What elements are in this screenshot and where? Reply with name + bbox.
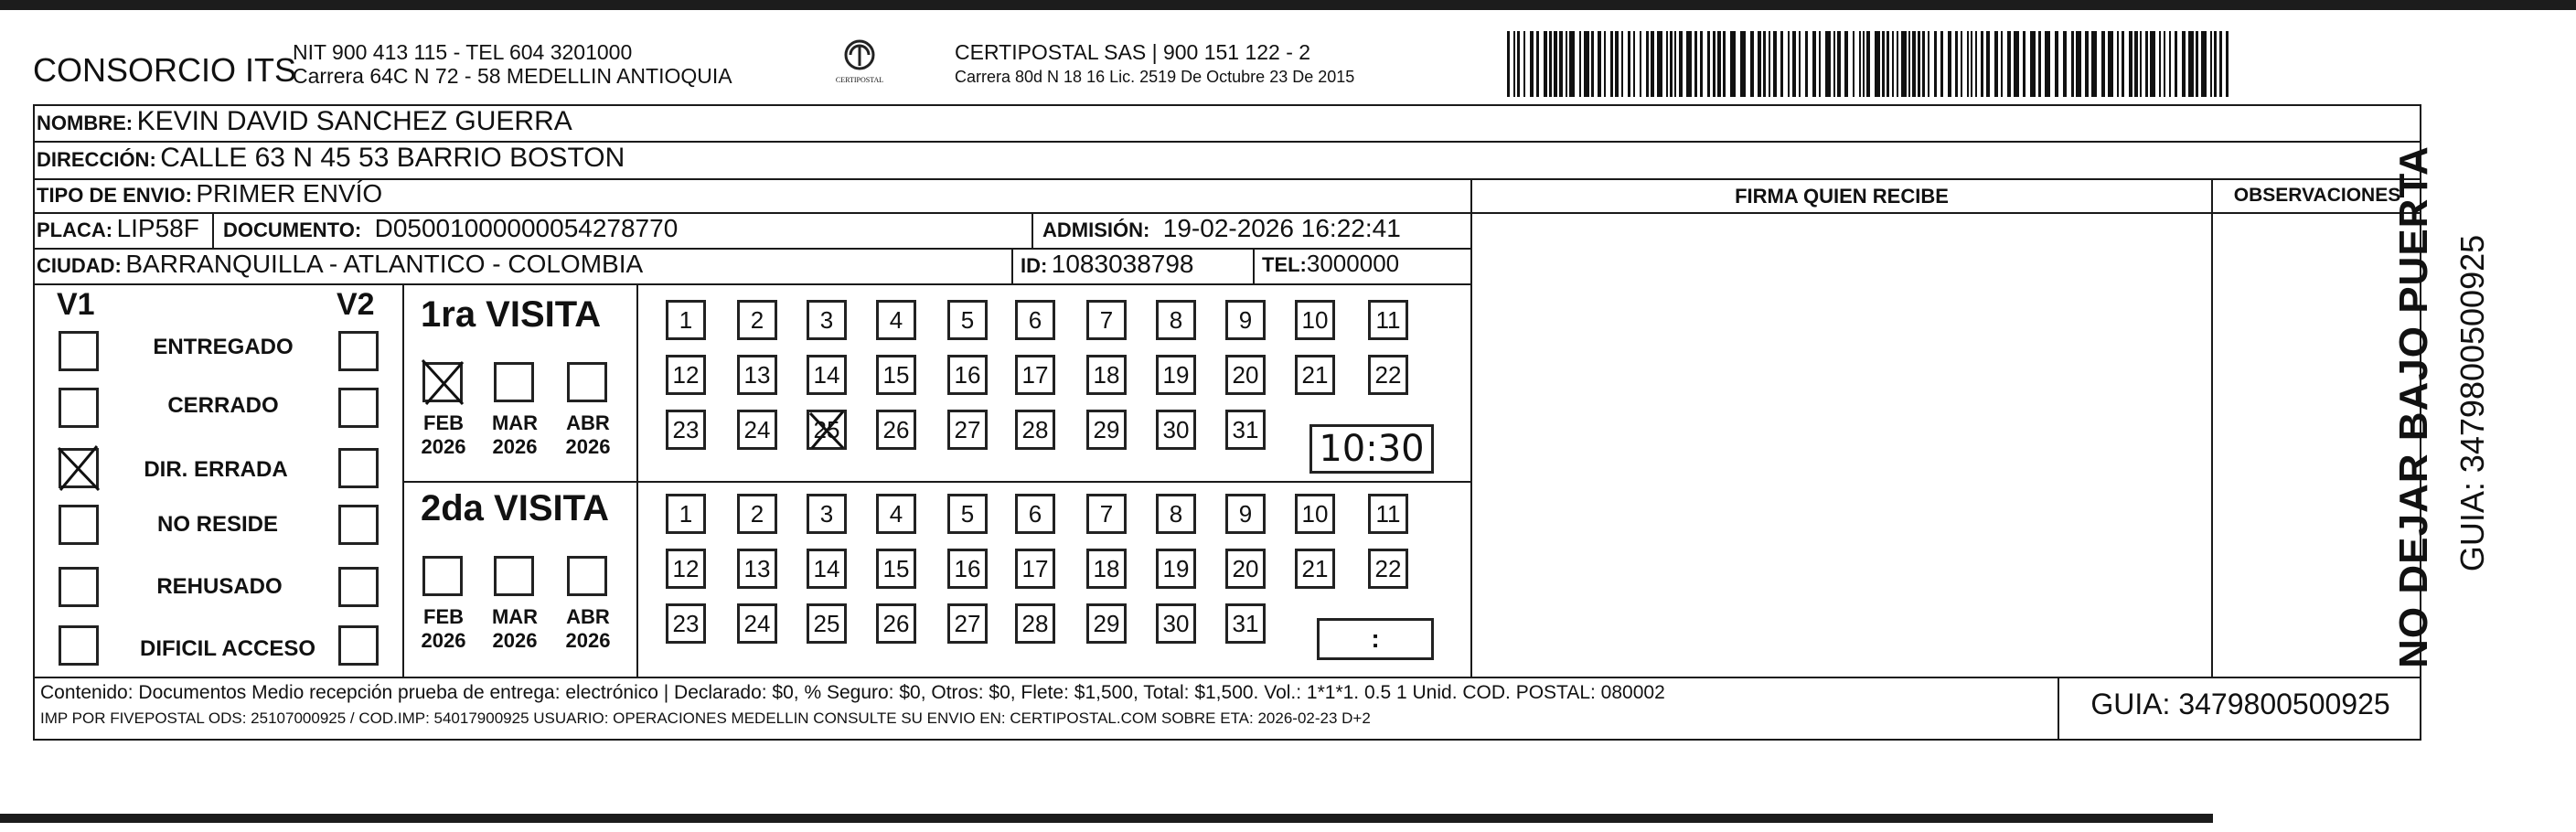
status-entregado: ENTREGADO <box>153 335 294 359</box>
v1-checkbox-no-reside[interactable] <box>59 505 99 545</box>
first-feb-month: FEB <box>423 411 464 434</box>
second-visit-day-31[interactable]: 31 <box>1225 603 1266 644</box>
first-visit-day-19[interactable]: 19 <box>1156 355 1196 395</box>
first-visit-time-box[interactable]: 10:30 <box>1309 424 1434 474</box>
admision-cell <box>1042 214 1401 243</box>
first-visit-day-9[interactable]: 9 <box>1225 300 1266 340</box>
first-visit-day-4[interactable]: 4 <box>876 300 916 340</box>
status-no-reside: NO RESIDE <box>156 512 279 537</box>
first-abr-year: 2026 <box>565 435 611 459</box>
first-feb-year: 2026 <box>421 435 466 459</box>
second-visit-day-28[interactable]: 28 <box>1015 603 1055 644</box>
documento-value: D05001000000054278770 <box>374 214 679 242</box>
firma-header: FIRMA QUIEN RECIBE <box>1735 185 1949 208</box>
first-mar-month: MAR <box>491 411 539 434</box>
status-rehusado: REHUSADO <box>156 574 283 599</box>
first-visit-month-label-feb <box>413 411 474 460</box>
first-visit-day-8[interactable]: 8 <box>1156 300 1196 340</box>
second-visit-day-14[interactable]: 14 <box>807 549 847 589</box>
second-visit-day-7[interactable]: 7 <box>1086 494 1127 534</box>
first-visit-day-25[interactable]: 25 <box>807 410 847 450</box>
first-visit-label: 1ra VISITA <box>421 294 602 335</box>
observaciones-header: OBSERVACIONES <box>2233 185 2401 206</box>
second-visit-month-mar[interactable] <box>494 556 534 596</box>
nombre-value: KEVIN DAVID SANCHEZ GUERRA <box>136 106 572 136</box>
v1-checkbox-entregado[interactable] <box>59 331 99 371</box>
first-visit-day-11[interactable]: 11 <box>1368 300 1408 340</box>
first-visit-day-21[interactable]: 21 <box>1295 355 1335 395</box>
second-visit-day-20[interactable]: 20 <box>1225 549 1266 589</box>
nombre-row <box>37 106 572 137</box>
first-visit-day-18[interactable]: 18 <box>1086 355 1127 395</box>
second-visit-day-13[interactable]: 13 <box>737 549 777 589</box>
second-visit-day-9[interactable]: 9 <box>1225 494 1266 534</box>
ciudad-value: BARRANQUILLA - ATLANTICO - COLOMBIA <box>125 250 644 278</box>
first-visit-month-mar[interactable] <box>494 362 534 402</box>
first-visit-day-10[interactable]: 10 <box>1295 300 1335 340</box>
certipostal-logo <box>830 38 889 93</box>
first-abr-month: ABR <box>566 411 610 434</box>
first-visit-day-27[interactable]: 27 <box>947 410 988 450</box>
second-visit-day-30[interactable]: 30 <box>1156 603 1196 644</box>
barcode <box>1507 31 2239 97</box>
second-visit-label: 2da VISITA <box>421 488 609 528</box>
second-visit-day-24[interactable]: 24 <box>737 603 777 644</box>
footer-guia-box: GUIA: 3479800500925 <box>2090 688 2390 720</box>
v1-checkbox-rehusado[interactable] <box>59 567 99 607</box>
second-visit-day-19[interactable]: 19 <box>1156 549 1196 589</box>
second-abr-year: 2026 <box>565 629 611 653</box>
certipostal-logo-icon <box>839 38 880 71</box>
second-visit-day-25[interactable]: 25 <box>807 603 847 644</box>
second-visit-month-label-feb <box>413 605 474 654</box>
second-visit-day-29[interactable]: 29 <box>1086 603 1127 644</box>
tipo-envio-value: PRIMER ENVÍO <box>196 179 383 208</box>
id-value: 1083038798 <box>1051 250 1194 278</box>
first-visit-day-26[interactable]: 26 <box>876 410 916 450</box>
tel-value: 3000000 <box>1306 250 1400 277</box>
company-info-line1: NIT 900 413 115 - TEL 604 3201000 <box>293 40 633 64</box>
v2-checkbox-cerrado[interactable] <box>338 388 379 428</box>
first-visit-month-label-abr <box>558 411 618 460</box>
placa-cell <box>37 214 199 243</box>
direccion-row <box>37 143 625 174</box>
first-visit-month-label-mar <box>485 411 545 460</box>
side-guia-text: GUIA: 3479800500925 <box>2453 234 2491 572</box>
second-visit-day-15[interactable]: 15 <box>876 549 916 589</box>
certipostal-logo-text: CERTIPOSTAL <box>835 76 884 84</box>
first-mar-year: 2026 <box>492 435 538 459</box>
company-info-line2: Carrera 64C N 72 - 58 MEDELLIN ANTIOQUIA <box>293 64 732 89</box>
second-visit-day-4[interactable]: 4 <box>876 494 916 534</box>
second-visit-day-8[interactable]: 8 <box>1156 494 1196 534</box>
status-dir-errada: DIR. ERRADA <box>144 457 288 482</box>
first-visit-day-20[interactable]: 20 <box>1225 355 1266 395</box>
v2-label: V2 <box>337 287 375 322</box>
first-visit-day-3[interactable]: 3 <box>807 300 847 340</box>
documento-cell <box>223 214 678 243</box>
status-cerrado: CERRADO <box>167 393 279 418</box>
second-visit-month-label-mar <box>485 605 545 654</box>
first-visit-day-24[interactable]: 24 <box>737 410 777 450</box>
first-visit-day-29[interactable]: 29 <box>1086 410 1127 450</box>
second-visit-day-10[interactable]: 10 <box>1295 494 1335 534</box>
v2-checkbox-entregado[interactable] <box>338 331 379 371</box>
second-visit-day-27[interactable]: 27 <box>947 603 988 644</box>
v1-checkbox-cerrado[interactable] <box>59 388 99 428</box>
second-visit-day-22[interactable]: 22 <box>1368 549 1408 589</box>
footer-line1: Contenido: Documentos Medio recepción prueba de entrega: electrónico | Declarado: $0, % Seguro: $0, Otros: $0, Flete: $1,500, Total: $1,500. Vol.: 1*1*1. 0.5 1 Unid. COD. POSTAL: 080002 <box>40 682 1665 703</box>
second-feb-month: FEB <box>423 605 464 628</box>
ciudad-label: CIUDAD: <box>37 254 122 277</box>
bottom-edge-bar <box>0 814 2213 823</box>
first-visit-day-14[interactable]: 14 <box>807 355 847 395</box>
second-visit-day-17[interactable]: 17 <box>1015 549 1055 589</box>
second-feb-year: 2026 <box>421 629 466 653</box>
direccion-label: DIRECCIÓN: <box>37 148 156 171</box>
second-visit-day-2[interactable]: 2 <box>737 494 777 534</box>
first-visit-day-22[interactable]: 22 <box>1368 355 1408 395</box>
certipostal-info-line1: CERTIPOSTAL SAS | 900 151 122 - 2 <box>955 40 1311 64</box>
first-visit-day-25-x-mark <box>801 404 852 455</box>
certipostal-info-line2: Carrera 80d N 18 16 Lic. 2519 De Octubre 23 De 2015 <box>955 68 1355 86</box>
second-visit-day-3[interactable]: 3 <box>807 494 847 534</box>
first-visit-day-1[interactable]: 1 <box>666 300 706 340</box>
placa-label: PLACA: <box>37 219 113 241</box>
second-visit-day-21[interactable]: 21 <box>1295 549 1335 589</box>
certipostal-info <box>955 40 1354 87</box>
admision-label: ADMISIÓN: <box>1042 219 1150 241</box>
tel-cell <box>1262 250 1399 278</box>
admision-value: 19-02-2026 16:22:41 <box>1162 214 1401 242</box>
v2-checkbox-dificil-acceso[interactable] <box>338 625 379 666</box>
second-visit-time-box[interactable]: : <box>1317 618 1434 660</box>
tipo-envio-row <box>37 179 382 208</box>
second-visit-day-5[interactable]: 5 <box>947 494 988 534</box>
first-visit-day-23[interactable]: 23 <box>666 410 706 450</box>
v2-checkbox-dir-errada[interactable] <box>338 448 379 488</box>
v2-checkbox-rehusado[interactable] <box>338 567 379 607</box>
second-mar-year: 2026 <box>492 629 538 653</box>
second-visit-day-11[interactable]: 11 <box>1368 494 1408 534</box>
company-name: CONSORCIO ITS <box>33 51 297 89</box>
first-visit-day-15[interactable]: 15 <box>876 355 916 395</box>
second-visit-day-26[interactable]: 26 <box>876 603 916 644</box>
first-visit-day-13[interactable]: 13 <box>737 355 777 395</box>
second-visit-day-18[interactable]: 18 <box>1086 549 1127 589</box>
first-visit-day-6[interactable]: 6 <box>1015 300 1055 340</box>
top-edge-bar <box>0 0 2576 10</box>
ciudad-cell <box>37 250 643 279</box>
status-dificil-acceso: DIFICIL ACCESO <box>139 636 315 661</box>
second-visit-day-12[interactable]: 12 <box>666 549 706 589</box>
second-abr-month: ABR <box>566 605 610 628</box>
first-visit-day-12[interactable]: 12 <box>666 355 706 395</box>
second-mar-month: MAR <box>491 605 539 628</box>
first-visit-day-5[interactable]: 5 <box>947 300 988 340</box>
direccion-value: CALLE 63 N 45 53 BARRIO BOSTON <box>160 143 625 173</box>
nombre-label: NOMBRE: <box>37 112 134 134</box>
documento-label: DOCUMENTO: <box>223 219 362 241</box>
footer-line2: IMP POR FIVEPOSTAL ODS: 25107000925 / COD.IMP: 54017900925 USUARIO: OPERACIONES MEDELLIN CONSULTE SU ENVIO EN: CERTIPOSTAL.COM SOBRE ETA: 2026-02-23 D+2 <box>40 709 1371 727</box>
first-visit-day-16[interactable]: 16 <box>947 355 988 395</box>
first-visit-day-7[interactable]: 7 <box>1086 300 1127 340</box>
first-visit-day-31[interactable]: 31 <box>1225 410 1266 450</box>
tel-label: TEL: <box>1262 253 1307 276</box>
v1-dir-errada-x-mark <box>55 443 102 494</box>
second-visit-month-abr[interactable] <box>567 556 607 596</box>
side-warning-text: NO DEJAR BAJO PUERTA <box>2391 145 2436 668</box>
first-visit-month-abr[interactable] <box>567 362 607 402</box>
second-visit-month-label-abr <box>558 605 618 654</box>
first-visit-feb-x-mark <box>419 357 466 408</box>
second-visit-day-6[interactable]: 6 <box>1015 494 1055 534</box>
first-visit-day-2[interactable]: 2 <box>737 300 777 340</box>
id-label: ID: <box>1021 254 1048 277</box>
second-visit-day-1[interactable]: 1 <box>666 494 706 534</box>
first-visit-day-17[interactable]: 17 <box>1015 355 1055 395</box>
id-cell <box>1021 250 1194 279</box>
v2-checkbox-no-reside[interactable] <box>338 505 379 545</box>
second-visit-day-16[interactable]: 16 <box>947 549 988 589</box>
second-visit-day-23[interactable]: 23 <box>666 603 706 644</box>
first-visit-day-30[interactable]: 30 <box>1156 410 1196 450</box>
company-info <box>293 40 732 89</box>
first-visit-day-28[interactable]: 28 <box>1015 410 1055 450</box>
second-visit-month-feb[interactable] <box>422 556 463 596</box>
tipo-envio-label: TIPO DE ENVIO: <box>37 184 192 207</box>
v1-label: V1 <box>57 287 95 322</box>
placa-value: LIP58F <box>116 214 199 242</box>
v1-checkbox-dificil-acceso[interactable] <box>59 625 99 666</box>
